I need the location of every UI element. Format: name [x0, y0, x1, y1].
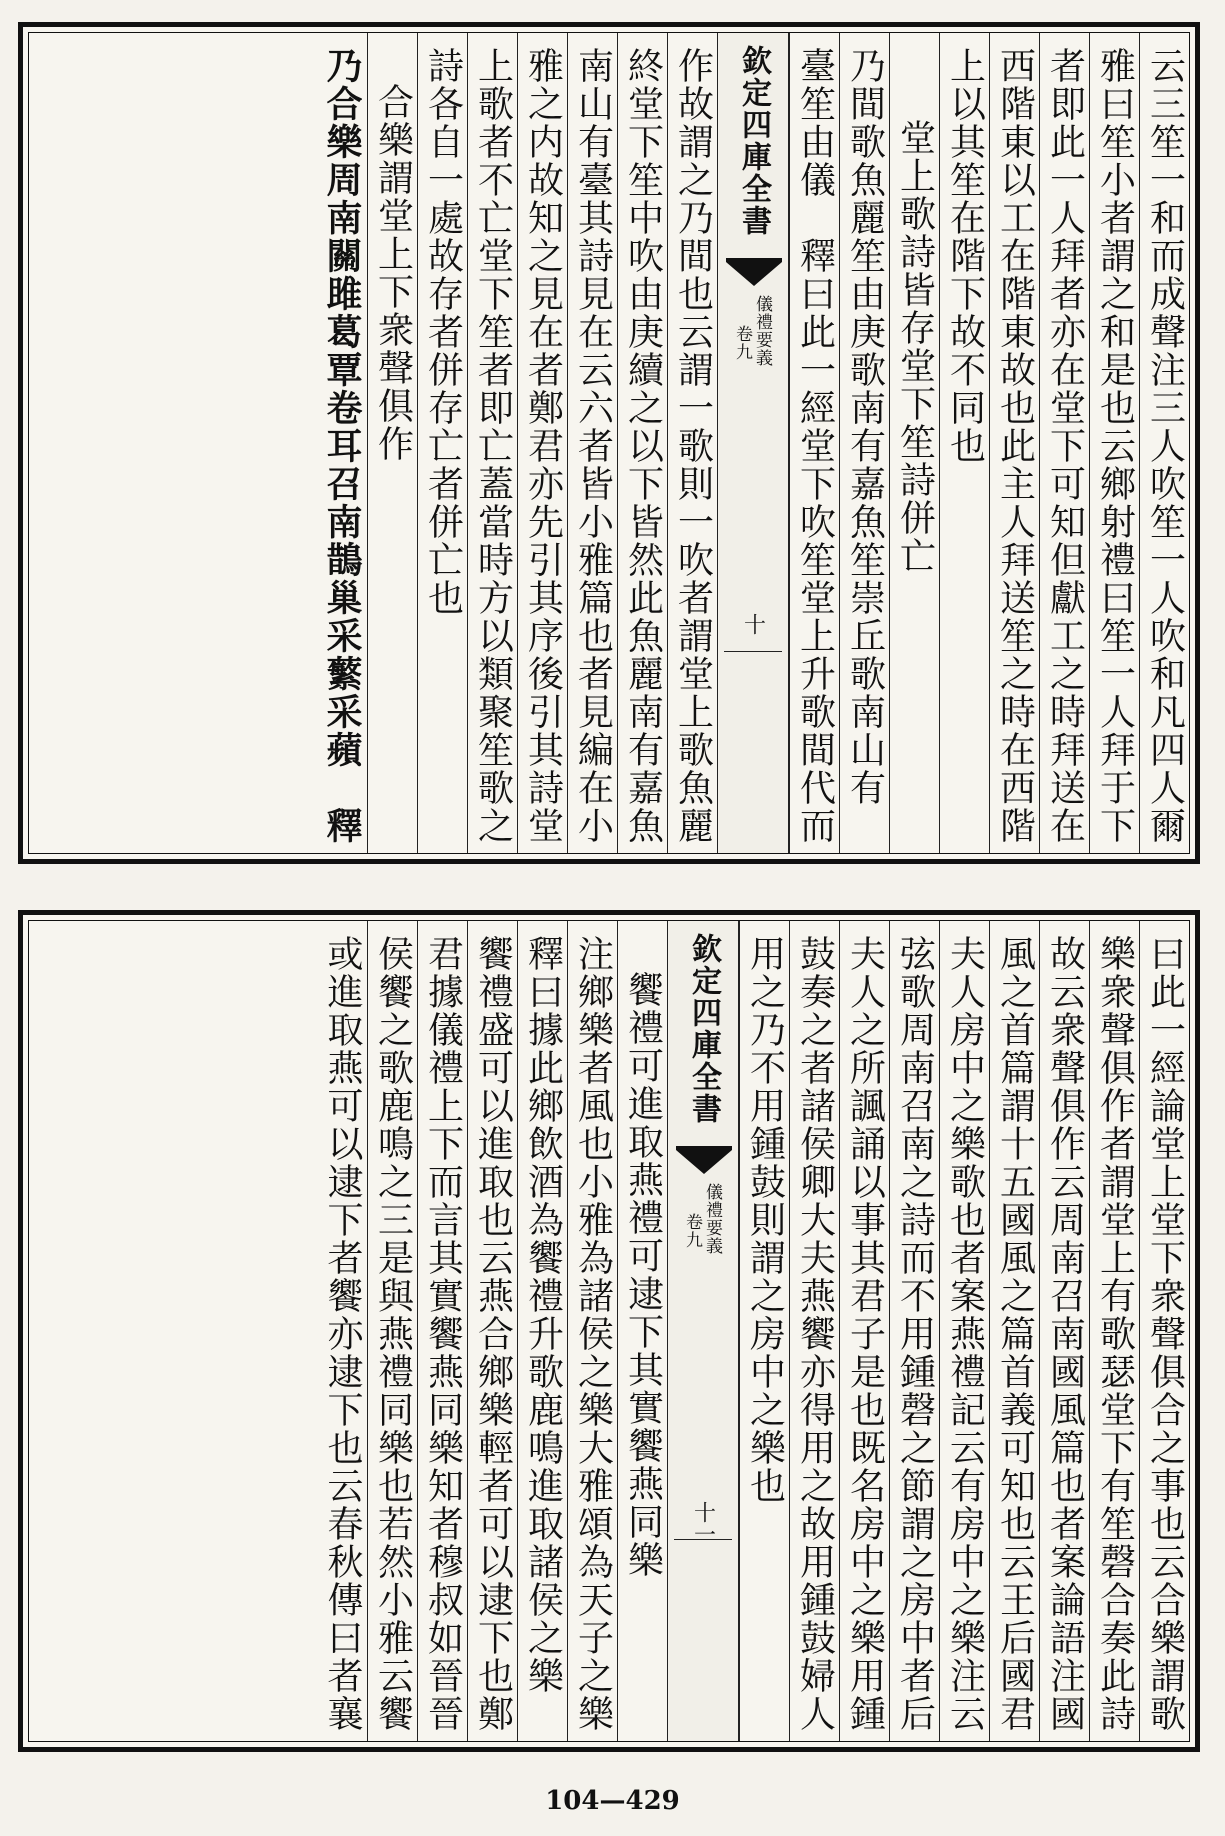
- margin-book-name: 儀禮要義: [752, 295, 772, 367]
- text-column: [1089, 921, 1139, 1741]
- column-text: 乃合樂周南關雎葛覃卷耳召南鵲巢采蘩采蘋 釋: [321, 47, 363, 845]
- column-text: 風之首篇謂十五國風之篇首義可知也云王后國君: [994, 935, 1036, 1733]
- margin-book-name: 儀禮要義: [702, 1183, 722, 1255]
- column-text: 雅之内故知之見在者鄭君亦先引其序後引其詩堂: [522, 47, 564, 845]
- margin-rule: [674, 1539, 732, 1540]
- column-text: 注鄉樂者風也小雅為諸侯之樂大雅頌為天子之樂: [572, 935, 614, 1733]
- text-column: [839, 921, 889, 1741]
- lower-page-columns: [29, 921, 1189, 1741]
- column-text: 曰此一經論堂上堂下衆聲俱合之事也云合樂謂歌: [1144, 935, 1186, 1733]
- column-text: 或進取燕可以逮下者饗亦逮下也云春秋傳曰者襄: [322, 935, 363, 1733]
- column-text: 云三笙一和而成聲注三人吹笙一人吹和凡四人爾: [1144, 47, 1186, 845]
- text-column: [517, 33, 567, 853]
- text-column: [889, 33, 939, 853]
- text-column: [789, 921, 839, 1741]
- footer-page-number: 104—429: [545, 1786, 680, 1816]
- margin-leaf-number: 十一: [690, 1501, 716, 1545]
- column-text: 君據儀禮上下而言其實饗燕同樂知者穆叔如晉晉: [422, 935, 464, 1733]
- margin-volume: 卷九: [732, 325, 752, 361]
- column-text: 夫人房中之樂歌也者案燕禮記云有房中之樂注云: [944, 935, 986, 1733]
- text-column: [1139, 921, 1189, 1741]
- column-text: 詩各自一處故存者併存亡者併亡也: [422, 47, 464, 617]
- column-text: 上以其笙在階下故不同也: [944, 47, 986, 465]
- text-column: [1039, 921, 1089, 1741]
- text-column: [417, 921, 467, 1741]
- column-text: 弦歌周南召南之詩而不用鍾磬之節謂之房中者后: [894, 935, 936, 1733]
- column-text: 南山有臺其詩見在云六者皆小雅篇也者見編在小: [572, 47, 614, 845]
- column-text: 饗禮可進取燕禮可逮下其實饗燕同樂: [622, 971, 664, 1579]
- column-text: 侯饗之歌鹿鳴之三是與燕禮同樂也若然小雅云饗: [372, 935, 414, 1733]
- column-text: 合樂謂堂上下衆聲俱作: [372, 83, 414, 463]
- column-text: 故云衆聲俱作云周南召南國風篇也者案論語注國: [1044, 935, 1086, 1733]
- text-column: [567, 921, 617, 1741]
- column-text: 上歌者不亡堂下笙者即亡蓋當時方以類聚笙歌之: [472, 47, 514, 845]
- text-column: [617, 33, 667, 853]
- column-text: 鼓奏之者諸侯卿大夫燕饗亦得用之故用鍾鼓婦人: [794, 935, 836, 1733]
- upper-page-inner-border: [28, 32, 1190, 854]
- text-column: [667, 33, 717, 853]
- margin-title: 欽定四庫全書: [686, 933, 721, 1125]
- lower-page: [18, 910, 1200, 1752]
- text-column: [517, 921, 567, 1741]
- text-column: [939, 921, 989, 1741]
- column-text: 樂衆聲俱作者謂堂上有歌瑟堂下有笙磬合奏此詩: [1094, 935, 1136, 1733]
- column-text: 西階東以工在階東故也此主人拜送笙之時在西階: [994, 47, 1036, 845]
- text-column: [1139, 33, 1189, 853]
- text-column: [417, 33, 467, 853]
- text-column: [367, 33, 417, 853]
- text-column: [467, 33, 517, 853]
- fish-tail-mark-icon: [676, 1146, 732, 1174]
- text-column: [739, 921, 789, 1741]
- column-text: 堂上歌詩皆存堂下笙詩併亡: [894, 119, 936, 575]
- margin-volume: 卷九: [682, 1213, 702, 1249]
- text-column: [789, 33, 839, 853]
- column-text: 夫人之所諷誦以事其君子是也既名房中之樂用鍾: [844, 935, 886, 1733]
- text-column: [567, 33, 617, 853]
- column-text: 釋曰據此鄉飲酒為饗禮升歌鹿鳴進取諸侯之樂: [522, 935, 564, 1695]
- text-column: [617, 921, 667, 1741]
- text-column: [989, 921, 1039, 1741]
- column-text: 饗禮盛可以進取也云燕合鄉樂輕者可以逮下也鄭: [472, 935, 514, 1733]
- upper-page: [18, 22, 1200, 864]
- text-column: [839, 33, 889, 853]
- text-column: [317, 33, 367, 853]
- column-text: 終堂下笙中吹由庚續之以下皆然此魚麗南有嘉魚: [622, 47, 664, 845]
- text-column: [467, 921, 517, 1741]
- column-text: 雅曰笙小者謂之和是也云鄉射禮曰笙一人拜于下: [1094, 47, 1136, 845]
- upper-page-columns: [29, 33, 1189, 853]
- margin-rule: [724, 651, 782, 652]
- column-text: 用之乃不用鍾鼓則謂之房中之樂也: [744, 935, 786, 1505]
- column-text: 者即此一人拜者亦在堂下可知但獻工之時拜送在: [1044, 47, 1086, 845]
- column-text: 乃間歌魚麗笙由庚歌南有嘉魚笙崇丘歌南山有: [844, 47, 886, 807]
- text-column: [989, 33, 1039, 853]
- text-column: [1039, 33, 1089, 853]
- text-column: [1089, 33, 1139, 853]
- text-column: [367, 921, 417, 1741]
- center-margin: [667, 921, 739, 1741]
- lower-page-inner-border: [28, 920, 1190, 1742]
- fish-tail-mark-icon: [726, 258, 782, 286]
- margin-title: 欽定四庫全書: [736, 45, 771, 237]
- margin-leaf-number: 十: [740, 613, 766, 635]
- text-column: [889, 921, 939, 1741]
- column-text: 臺笙由儀 釋曰此一經堂下吹笙堂上升歌間代而: [794, 47, 836, 845]
- text-column: [317, 921, 367, 1741]
- column-text: 作故謂之乃間也云謂一歌則一吹者謂堂上歌魚麗: [672, 47, 714, 845]
- text-column: [939, 33, 989, 853]
- center-margin: [717, 33, 789, 853]
